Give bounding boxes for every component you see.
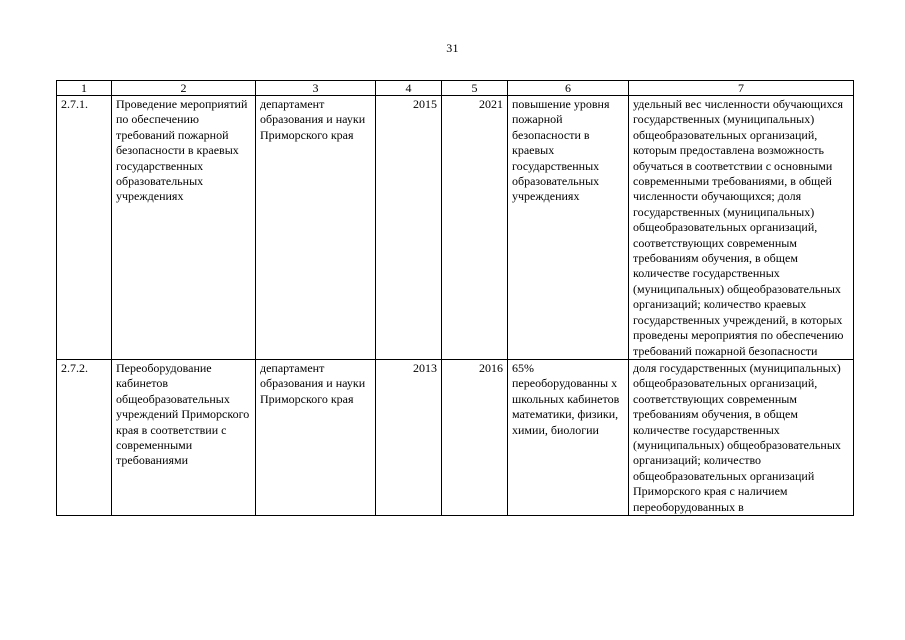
header-row — [57, 81, 854, 96]
column-header: 4 — [376, 81, 442, 96]
column-header: 2 — [112, 81, 256, 96]
end-year-cell: 2016 — [442, 359, 508, 515]
end-year-cell: 2021 — [442, 96, 508, 360]
measure-name-cell: Проведение мероприятий по обеспечению требований пожарной безопасности в краевых государственных образовательных учреждениях — [112, 96, 256, 360]
column-header: 7 — [629, 81, 854, 96]
expected-result-cell: 65% переоборудованны х школьных кабинетов математики, физики, химии, биологии — [508, 359, 629, 515]
measure-name-cell: Переоборудование кабинетов общеобразовательных учреждений Приморского края в соответствии с современными требованиями — [112, 359, 256, 515]
column-header: 1 — [57, 81, 112, 96]
expected-result-cell: повышение уровня пожарной безопасности в краевых государственных образовательных учреждениях — [508, 96, 629, 360]
measures-table — [56, 80, 854, 516]
indicators-cell: удельный вес численности обучающихся государственных (муниципальных) общеобразовательных организаций, которым предоставлена возможность обучаться в соответствии с основными современными требованиями, в общей численности обучающихся; доля государственных (муниципальных) общеобразовательных организаций, соответствующих современным требованиям обучения, в общем количестве государственных (муниципальных) общеобразовательных организаций; количество краевых государственных учреждений, в которых проведены мероприятия по обеспечению требований пожарной безопасности — [629, 96, 854, 360]
start-year-cell: 2013 — [376, 359, 442, 515]
executor-cell: департамент образования и науки Приморского края — [256, 359, 376, 515]
row-number-cell: 2.7.2. — [57, 359, 112, 515]
table-row — [57, 359, 854, 515]
column-header: 5 — [442, 81, 508, 96]
row-number-cell: 2.7.1. — [57, 96, 112, 360]
column-header: 3 — [256, 81, 376, 96]
executor-cell: департамент образования и науки Приморского края — [256, 96, 376, 360]
column-header: 6 — [508, 81, 629, 96]
start-year-cell: 2015 — [376, 96, 442, 360]
table-header — [57, 81, 854, 96]
table-row — [57, 96, 854, 360]
page-number: 31 — [446, 41, 459, 55]
indicators-cell: доля государственных (муниципальных) общеобразовательных организаций, соответствующих современным требованиям обучения, в общем количестве государственных (муниципальных) общеобразовательных организаций; количество общеобразовательных организаций Приморского края с наличием переоборудованных в — [629, 359, 854, 515]
